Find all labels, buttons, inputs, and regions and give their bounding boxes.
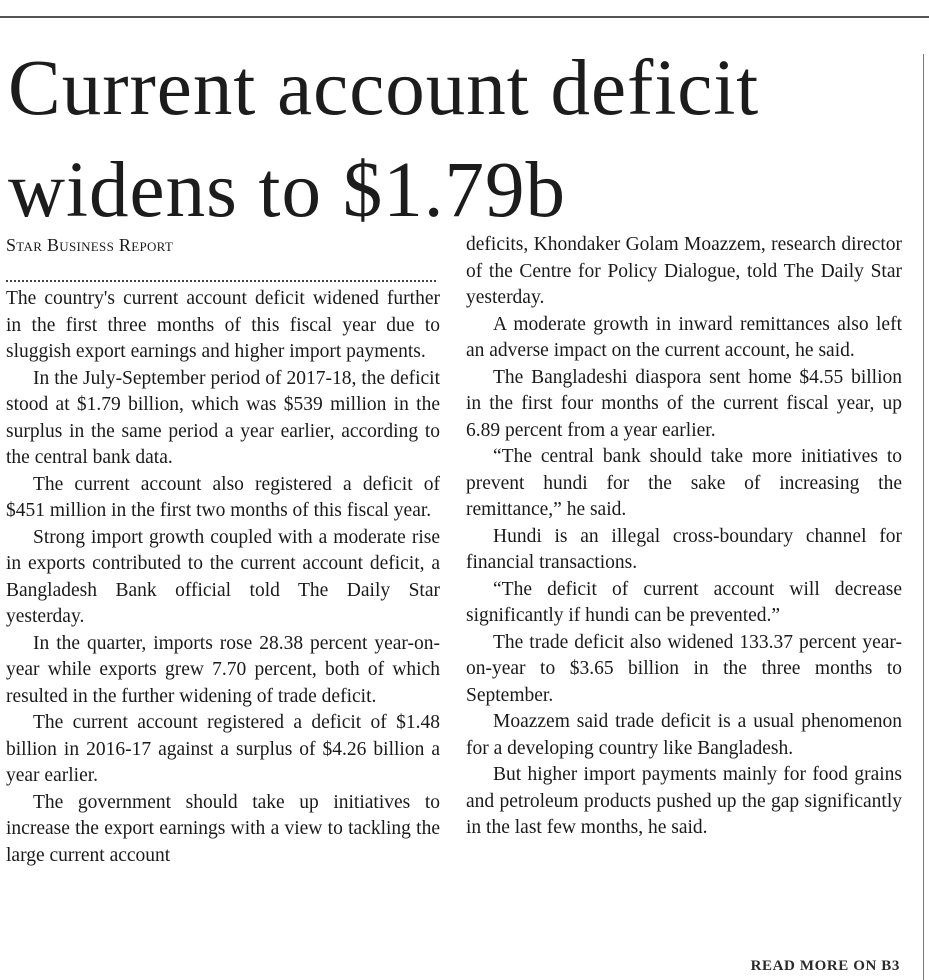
article-column-left: [6, 232, 440, 869]
headline-line-1: Current account deficit: [8, 45, 760, 132]
headline-line-2: widens to $1.79b: [8, 147, 567, 234]
top-rule: [0, 16, 929, 18]
dotted-separator: [6, 258, 436, 282]
paragraph: Moazzem said trade deficit is a usual phenomenon for a developing country like Bangladesh.: [466, 711, 902, 759]
paragraph: The trade deficit also widened 133.37 percent year-on-year to $3.65 billion in the three months to September.: [466, 631, 902, 706]
paragraph: In the quarter, imports rose 28.38 percent year-on-year while exports grew 7.70 percent, both of which resulted in the further widening of trade deficit.: [6, 632, 440, 707]
article-column-right: [466, 232, 902, 842]
headline: [8, 38, 918, 242]
paragraph: Hundi is an illegal cross-boundary channel for financial transactions.: [466, 525, 902, 573]
byline: Star Business Report: [6, 235, 174, 255]
paragraph: The current account also registered a deficit of $451 million in the first two months of this fiscal year.: [6, 473, 440, 521]
paragraph: But higher import payments mainly for food grains and petroleum products pushed up the gap significantly in the last few months, he said.: [466, 764, 902, 838]
paragraph: “The central bank should take more initiatives to prevent hundi for the sake of increasing the remittance,” he said.: [466, 446, 902, 520]
paragraph: A moderate growth in inward remittances also left an adverse impact on the current account, he said.: [466, 313, 902, 361]
paragraph: In the July-September period of 2017-18, the deficit stood at $1.79 billion, which was $539 million in the surplus in the same period a year earlier, according to the central bank data.: [6, 367, 440, 468]
paragraph: The country's current account deficit widened further in the first three months of this fiscal year due to sluggish export earnings and higher import payments.: [6, 288, 440, 362]
paragraph: deficits, Khondaker Golam Moazzem, research director of the Centre for Policy Dialogue, told The Daily Star yesterday.: [466, 234, 902, 308]
paragraph: Strong import growth coupled with a moderate rise in exports contributed to the current account deficit, a Bangladesh Bank official told The Daily Star yesterday.: [6, 526, 440, 627]
paragraph: “The deficit of current account will decrease significantly if hundi can be prevented.”: [466, 578, 902, 626]
paragraph: The Bangladeshi diaspora sent home $4.55 billion in the first four months of the current fiscal year, up 6.89 percent from a year earlier.: [466, 366, 902, 441]
read-more-link[interactable]: READ MORE ON B3: [750, 958, 900, 974]
paragraph: The current account registered a deficit of $1.48 billion in 2016-17 against a surplus of $4.26 billion a year earlier.: [6, 712, 440, 786]
column-divider-rule: [923, 54, 924, 980]
paragraph: The government should take up initiatives to increase the export earnings with a view to tackling the large current account: [6, 791, 440, 866]
